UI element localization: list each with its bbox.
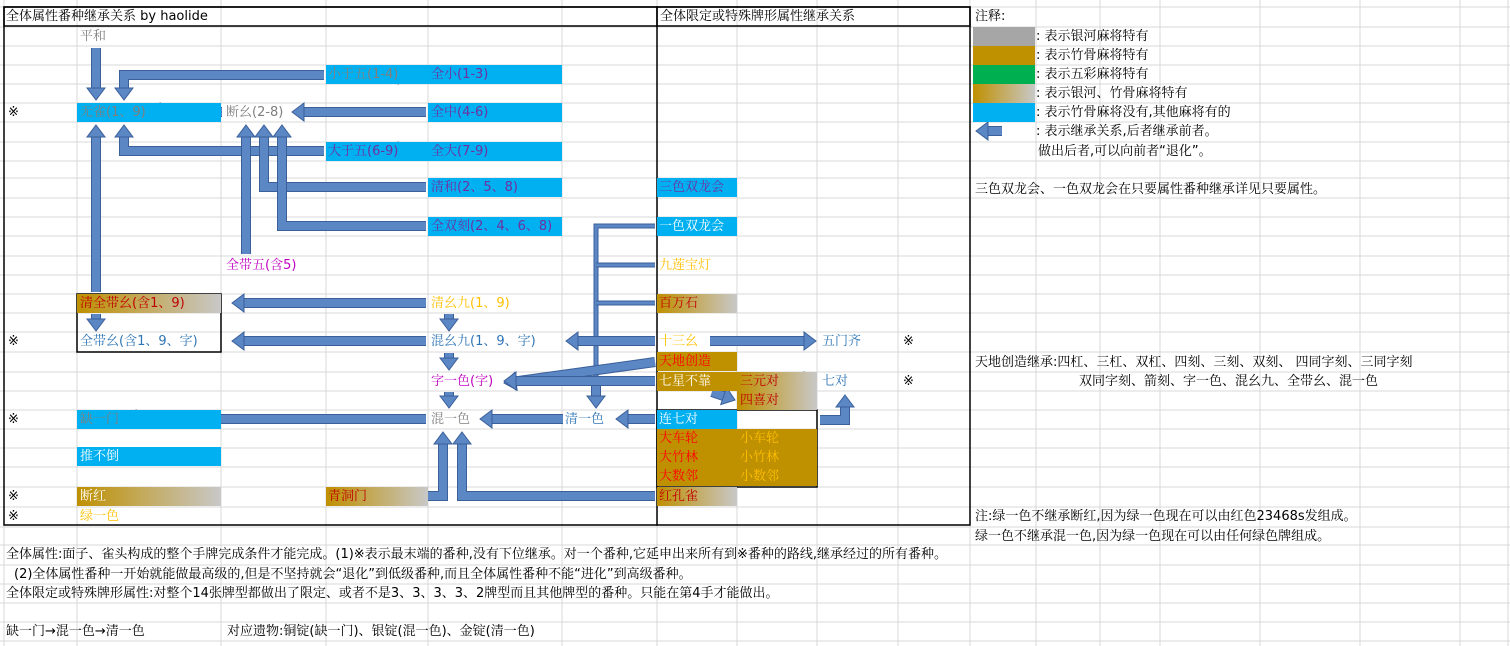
arrow-dayuwu-to-wuqiu	[115, 125, 324, 151]
yaku-dazhulin: 大竹林	[659, 450, 699, 465]
yaku-hunyaojiu: 混幺九(1、9、字)	[431, 334, 536, 349]
yaku-xiaoyuwu: 小于五(1-4)	[328, 67, 399, 82]
star-mark: ※	[903, 334, 914, 349]
star-mark: ※	[8, 412, 19, 427]
yaku-wuqiu: 无雀(1、9)	[80, 105, 146, 120]
left-title: 全体属性番种继承关系 by haolide	[6, 9, 208, 24]
yaku-quanda: 全大(7-9)	[431, 144, 489, 159]
star-mark: ※	[8, 509, 19, 524]
legend-swatch-silver	[973, 27, 1035, 46]
arrow-hunyaojiu-to-quandaiyao	[232, 332, 426, 350]
footer-line-2: (2)全体属性番种一开始就能做最高级的,但是不坚持就会“退化”到低级番种,而且全体属性番种不能“进化”到高级番种。	[14, 567, 692, 582]
yaku-qingyise: 清一色	[565, 412, 605, 427]
yaku-tiandi: 天地创造	[659, 354, 712, 369]
footer-line-4b: 对应遗物:铜锭(缺一门)、银锭(混一色)、金锭(清一色)	[227, 624, 535, 639]
arrow-qingyaojiu-to-qingquandaiyao	[232, 294, 426, 312]
footer-line-4a: 缺一门→混一色→清一色	[6, 624, 145, 639]
legend-swatch-blue	[973, 103, 1035, 122]
arrow-pinghe-to-wuqiu	[87, 48, 105, 100]
arrow-lianqidui-to-qingyise	[616, 410, 655, 428]
yaku-qingquandaiyao: 清全带幺(含1、9)	[80, 296, 185, 311]
legend-swatch-fivecolor	[973, 65, 1035, 84]
yaku-dayuwu: 大于五(6-9)	[328, 144, 399, 159]
legend-label-blue: : 表示竹骨麻将没有,其他麻将有的	[1036, 105, 1231, 120]
yaku-quanzhong: 全中(4-6)	[431, 105, 489, 120]
yaku-lvyise: 绿一色	[80, 509, 120, 524]
yaku-baiwanshi: 百万石	[659, 296, 699, 311]
yaku-quandaiwu: 全带五(含5)	[226, 258, 297, 273]
legend-label-silver-bamboo: : 表示银河、竹骨麻将特有	[1036, 86, 1188, 101]
arrow-hongkongque-to-hunyise	[453, 432, 655, 496]
arrow-quanshuangke-to-duanyao	[273, 125, 426, 226]
arrow-quanzhong-to-duanyao	[292, 103, 426, 121]
arrow-shisanyao-to-hunyaojiu	[566, 332, 655, 350]
legend-label-fivecolor: : 表示五彩麻将特有	[1036, 67, 1149, 82]
yaku-hongkongque: 红孔雀	[659, 489, 699, 504]
yaku-qingyaojiu: 清幺九(1、9)	[431, 296, 510, 311]
yaku-pinghe: 平和	[80, 29, 107, 44]
yaku-qidui: 七对	[822, 374, 849, 389]
yaku-lianqidui: 连七对	[659, 412, 699, 427]
arrow-hunyaojiu-to-ziyise	[440, 353, 458, 370]
yaku-quanxiao: 全小(1-3)	[431, 67, 489, 82]
arrow-ziyise-to-hunyise	[440, 392, 458, 408]
yaku-wumenqi: 五门齐	[822, 334, 862, 349]
yaku-tuibudao: 推不倒	[80, 449, 120, 464]
footer-line-3: 全体限定或特殊牌形属性:对整个14张牌型都做出了限定、或者不是3、3、3、3、2牌型而且其他牌型的番种。只能在第4手才能做出。	[6, 586, 779, 601]
note-tiandi-2: 双同字刻、箭刻、字一色、混幺九、全带幺、混一色	[1079, 374, 1379, 389]
yaku-quanshuangke: 全双刻(2、4、6、8)	[431, 219, 553, 234]
yaku-xiaozhulin: 小竹林	[740, 450, 780, 465]
yaku-jiulian: 九莲宝灯	[659, 258, 712, 273]
star-mark: ※	[8, 105, 19, 120]
yaku-duanhong: 断红	[80, 489, 107, 504]
footer-line-1: 全体属性:面子、雀头构成的整个手牌完成条件才能完成。(1)※表示最末端的番种,没有下位继承。对一个番种,它延申出来所有到※番种的路线,继承经过的所有番种。	[6, 547, 947, 562]
yaku-shisanyao: 十三幺	[659, 334, 699, 349]
arrow-qingyise-to-hunyise	[480, 410, 563, 428]
mid-title: 全体限定或特殊牌形属性继承关系	[660, 9, 856, 24]
legend-label-arrow: : 表示继承关系,后者继承前者。	[1036, 124, 1218, 139]
yaku-qinghe: 清和(2、5、8)	[431, 180, 518, 195]
yaku-xiaochelun: 小车轮	[740, 431, 780, 446]
yaku-qixingbukao: 七星不靠	[659, 374, 712, 389]
note-shuanglong: 三色双龙会、一色双龙会在只要属性番种继承详见只要属性。	[975, 182, 1327, 197]
arrow-quandaiwu-to-duanyao	[237, 125, 255, 254]
yaku-sixi: 四喜对	[740, 393, 780, 408]
star-mark: ※	[903, 374, 914, 389]
yaku-hunyise: 混一色	[431, 412, 471, 427]
arrow-qingyaojiu-to-hunyaojiu	[440, 314, 458, 331]
legend-label-silver: : 表示银河麻将特有	[1036, 29, 1149, 44]
yaku-quandaiyao: 全带幺(含1、9、字)	[80, 334, 198, 349]
notes-title: 注释:	[975, 9, 1006, 24]
arrow-qingquandaiyao-to-quandaiyao	[87, 314, 105, 331]
arrow-lianqidui-to-qidui	[820, 395, 854, 420]
arrow-shisanyao-to-wumenqi	[710, 332, 816, 350]
yaku-xiaoshulin: 小数邻	[740, 469, 780, 484]
note-lvyise-2: 绿一色不继承混一色,因为绿一色现在可以由任何绿色牌组成。	[975, 529, 1331, 544]
yaku-sanyuan: 三元对	[740, 374, 780, 389]
star-mark: ※	[8, 334, 19, 349]
yaku-dashulin: 大数邻	[659, 469, 699, 484]
note-lvyise-1: 注:绿一色不继承断红,因为绿一色现在可以由红色23468s发组成。	[975, 509, 1357, 524]
yaku-duanyao: 断幺(2-8)	[226, 105, 284, 120]
legend-swatch-silver-bamboo	[973, 84, 1035, 103]
star-mark: ※	[8, 489, 19, 504]
yaku-qingdongmen: 青洞门	[328, 489, 368, 504]
arrow-qingquandaiyao-to-wuqiu	[87, 125, 105, 292]
legend-swatch-bamboo	[973, 46, 1035, 65]
legend-label-bamboo: : 表示竹骨麻将特有	[1036, 48, 1149, 63]
yaku-dachelun: 大车轮	[659, 431, 699, 446]
yaku-yise-shuanglong: 一色双龙会	[659, 219, 725, 234]
yaku-sanse-shuanglong: 三色双龙会	[659, 180, 725, 195]
legend-arrow-icon	[976, 122, 1002, 140]
legend-label-arrow-note: 做出后者,可以向前者“退化”。	[1038, 144, 1212, 159]
arrow-xiaoyuwu-to-wuqiu	[115, 75, 324, 100]
note-tiandi-1: 天地创造继承:四杠、三杠、双杠、四刻、三刻、双刻、 四同字刻、三同字刻	[975, 355, 1413, 370]
yaku-ziyise: 字一色(字)	[431, 374, 494, 389]
yaku-queyimen: 缺一门	[80, 412, 120, 427]
